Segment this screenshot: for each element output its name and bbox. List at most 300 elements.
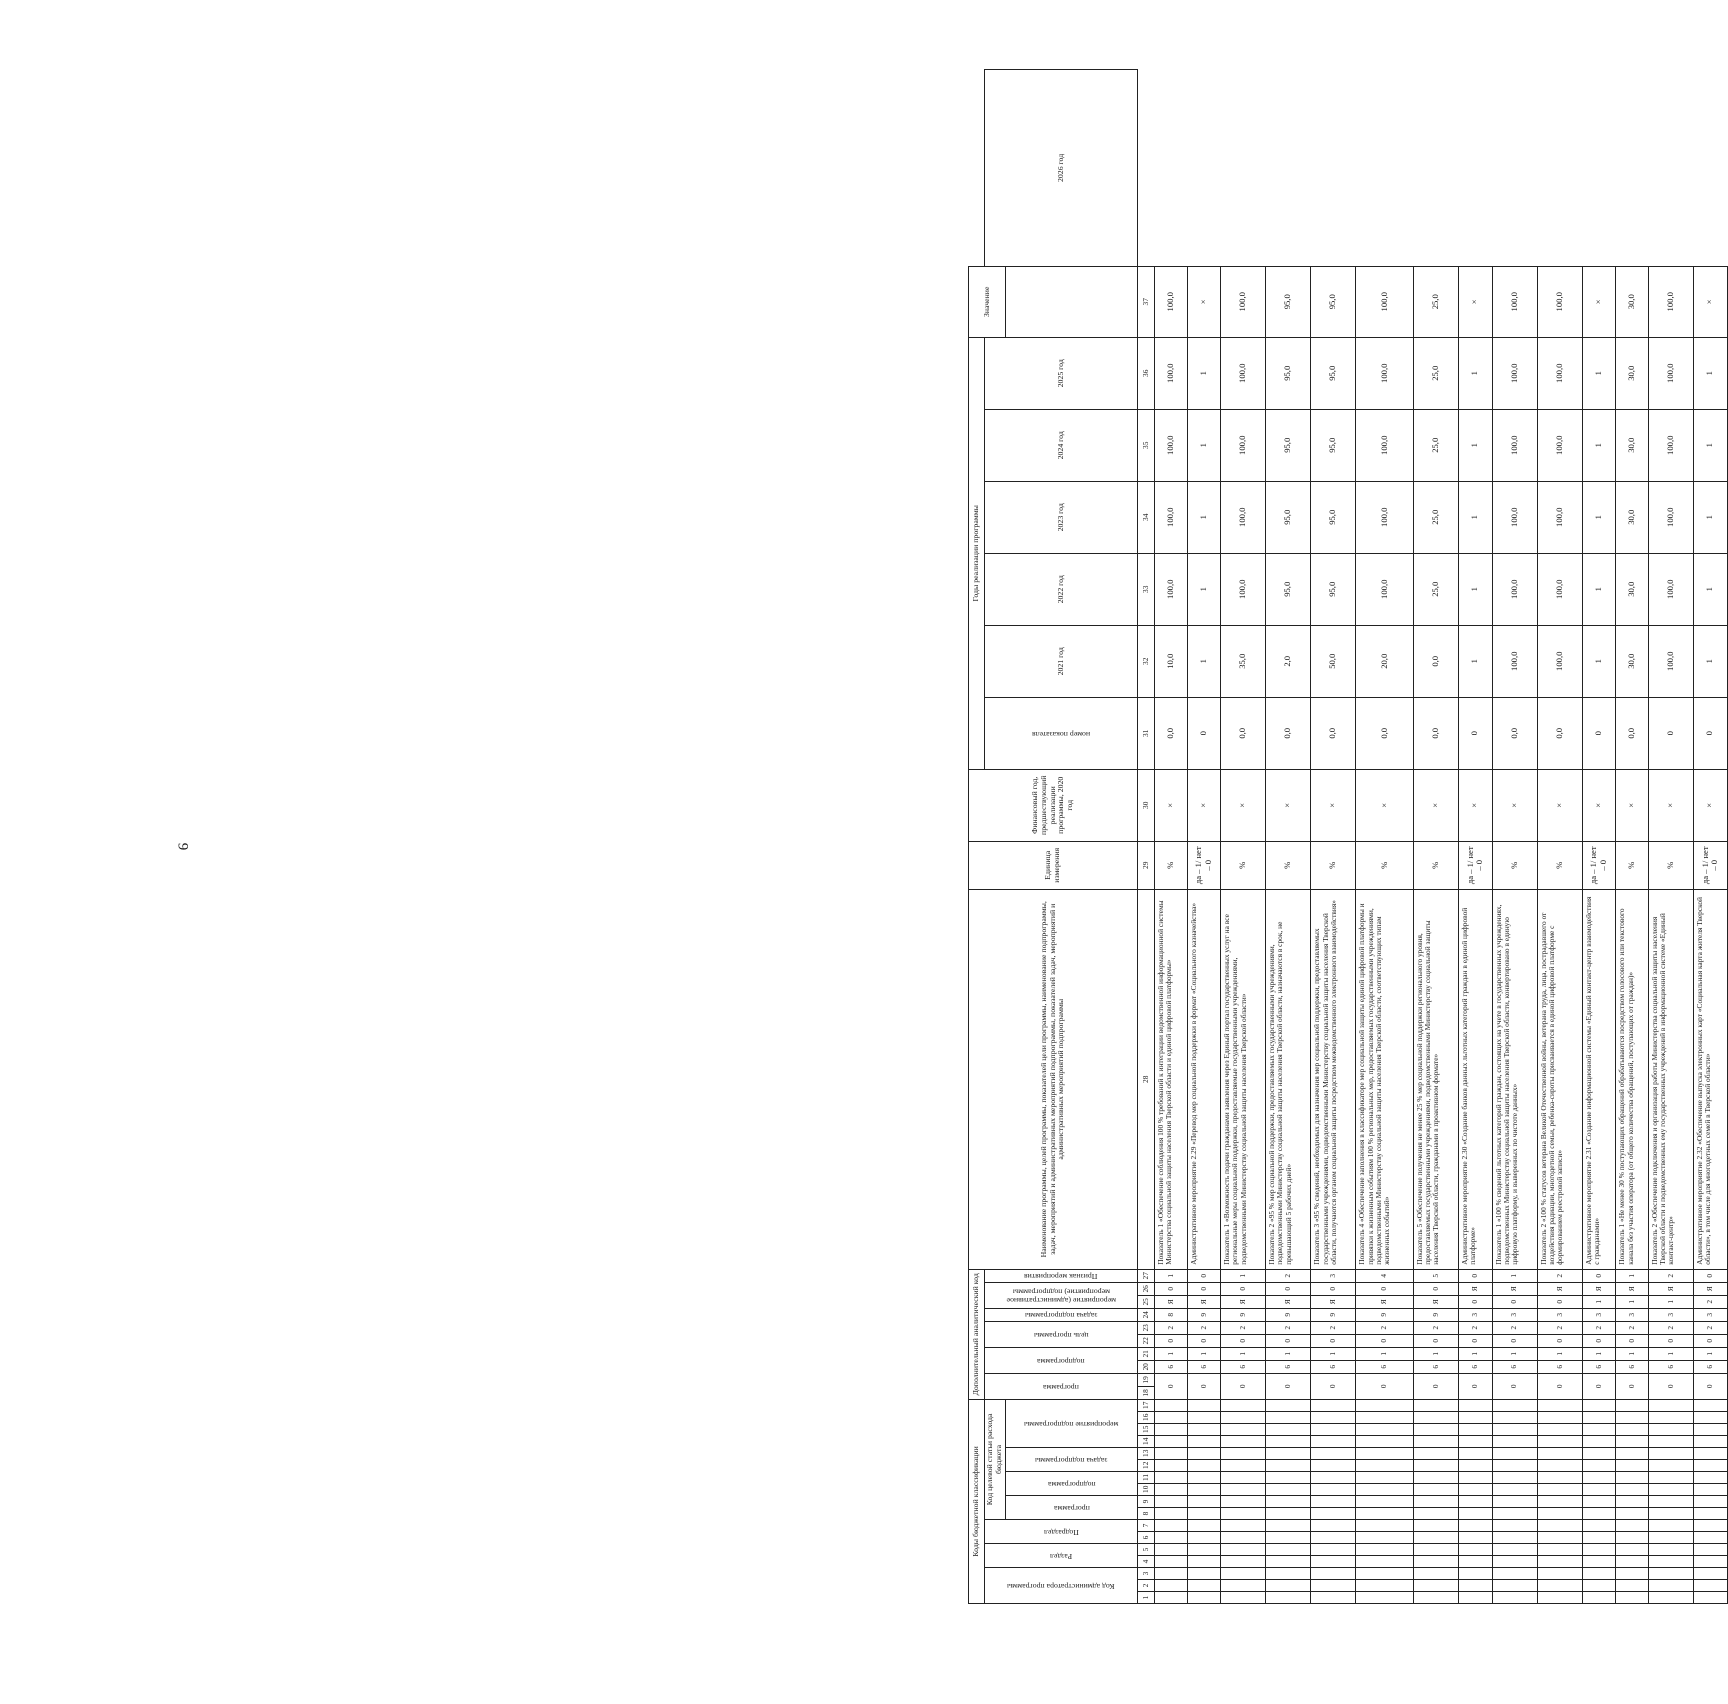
column-number: 15 bbox=[1138, 1424, 1155, 1436]
analytic-code-cell: 1 bbox=[1221, 1269, 1266, 1282]
final-value-cell: 30,0 bbox=[1616, 266, 1649, 337]
budget-code-cell bbox=[1155, 1496, 1188, 1508]
column-number: 1 bbox=[1138, 1592, 1155, 1604]
column-number: 5 bbox=[1138, 1544, 1155, 1556]
budget-code-cell bbox=[1221, 1592, 1266, 1604]
year-value-cell: 100,0 bbox=[1537, 553, 1582, 625]
budget-code-cell bbox=[1413, 1472, 1458, 1484]
final-value-cell: 95,0 bbox=[1266, 266, 1311, 337]
budget-code-cell bbox=[1582, 1424, 1616, 1436]
unit-cell: да – 1/ нет – 0 bbox=[1693, 841, 1727, 889]
budget-code-cell bbox=[1693, 1592, 1727, 1604]
analytic-code-cell: 0 bbox=[1155, 1282, 1188, 1295]
budget-code-cell bbox=[1155, 1412, 1188, 1424]
budget-code-cell bbox=[1187, 1508, 1221, 1520]
analytic-code-cell: 6 bbox=[1648, 1360, 1693, 1373]
budget-code-cell bbox=[1155, 1592, 1188, 1604]
budget-code-cell bbox=[1221, 1496, 1266, 1508]
indicator-name-cell: Показатель 2 «100 % статусов ветерана Великой Отечественной войны, ветерана труда, лица, пострадавшего от воздействия радиации, многодетной семьи, ребенка-сироты присваивается в единой цифровой платформе с формированием реестровой записи» bbox=[1537, 889, 1582, 1269]
budget-code-cell bbox=[1155, 1532, 1188, 1544]
analytic-code-cell: 6 bbox=[1458, 1360, 1492, 1373]
year-value-cell: 1 bbox=[1693, 409, 1727, 481]
year-2025-header: 2025 год bbox=[985, 337, 1138, 409]
budget-code-cell bbox=[1266, 1532, 1311, 1544]
column-number: 25 bbox=[1138, 1295, 1155, 1308]
budget-code-cell bbox=[1616, 1556, 1649, 1568]
analytic-code-cell: 2 bbox=[1155, 1321, 1188, 1334]
analytic-code-cell: 0 bbox=[1221, 1373, 1266, 1399]
year-value-cell: 100,0 bbox=[1492, 481, 1537, 553]
column-number: 24 bbox=[1138, 1308, 1155, 1321]
analytic-code-cell: 1 bbox=[1648, 1347, 1693, 1360]
budget-code-cell bbox=[1458, 1496, 1492, 1508]
column-number: 31 bbox=[1138, 697, 1155, 769]
analytic-code-cell: 0 bbox=[1616, 1373, 1649, 1399]
year-value-cell: 1 bbox=[1693, 553, 1727, 625]
analytic-code-cell: 1 bbox=[1648, 1295, 1693, 1308]
analytic-code-cell: 0 bbox=[1648, 1334, 1693, 1347]
budget-code-cell bbox=[1221, 1568, 1266, 1580]
year-value-cell: 0,0 bbox=[1616, 697, 1649, 769]
budget-code-cell bbox=[1221, 1460, 1266, 1472]
budget-code-cell bbox=[1266, 1484, 1311, 1496]
budget-code-cell bbox=[1356, 1496, 1414, 1508]
year-value-cell: 95,0 bbox=[1266, 337, 1311, 409]
budget-code-cell bbox=[1492, 1556, 1537, 1568]
column-number-row bbox=[1138, 70, 1155, 1604]
budget-code-cell bbox=[1266, 1556, 1311, 1568]
analytic-code-cell: 0 bbox=[1458, 1373, 1492, 1399]
budget-code-cell bbox=[1311, 1484, 1356, 1496]
analytic-code-cell: 6 bbox=[1537, 1360, 1582, 1373]
budget-code-cell bbox=[1187, 1544, 1221, 1556]
budget-code-cell bbox=[1311, 1532, 1356, 1544]
budget-code-cell bbox=[1187, 1520, 1221, 1532]
budget-code-cell bbox=[1582, 1460, 1616, 1472]
year-value-cell: 100,0 bbox=[1492, 337, 1537, 409]
budget-code-cell bbox=[1221, 1472, 1266, 1484]
table-row bbox=[1356, 70, 1414, 1604]
budget-code-cell bbox=[1648, 1448, 1693, 1460]
column-number: 3 bbox=[1138, 1568, 1155, 1580]
year-value-cell: 100,0 bbox=[1537, 481, 1582, 553]
event-type-header: Признак мероприятия bbox=[985, 1269, 1138, 1282]
analytic-code-cell: 6 bbox=[1266, 1360, 1311, 1373]
year-value-cell: 25,0 bbox=[1413, 337, 1458, 409]
budget-code-cell bbox=[1693, 1496, 1727, 1508]
budget-code-cell bbox=[1648, 1532, 1693, 1544]
budget-code-cell bbox=[1266, 1424, 1311, 1436]
analytic-code-cell: 3 bbox=[1648, 1308, 1693, 1321]
budget-code-cell bbox=[1311, 1472, 1356, 1484]
budget-code-cell bbox=[1458, 1460, 1492, 1472]
budget-code-cell bbox=[1648, 1399, 1693, 1411]
budget-code-cell bbox=[1616, 1412, 1649, 1424]
analytic-code-cell: 2 bbox=[1266, 1269, 1311, 1282]
analytic-code-cell: 2 bbox=[1458, 1321, 1492, 1334]
budget-code-cell bbox=[1356, 1568, 1414, 1580]
year-value-cell: 100,0 bbox=[1155, 337, 1188, 409]
budget-code-cell bbox=[1413, 1424, 1458, 1436]
analytic-code-cell: 1 bbox=[1458, 1347, 1492, 1360]
rotated-sheet bbox=[968, 69, 1723, 1604]
table-row bbox=[1693, 70, 1727, 1604]
budget-code-cell bbox=[1356, 1399, 1414, 1411]
budget-code-cell bbox=[1492, 1424, 1537, 1436]
budget-code-cell bbox=[1648, 1592, 1693, 1604]
budget-code-cell bbox=[1648, 1556, 1693, 1568]
analytic-subprogram-header: подпрограмма bbox=[985, 1347, 1138, 1373]
budget-code-cell bbox=[1492, 1544, 1537, 1556]
column-number: 35 bbox=[1138, 409, 1155, 481]
budget-code-cell bbox=[1582, 1448, 1616, 1460]
base-year-cell: × bbox=[1266, 769, 1311, 841]
column-number: 9 bbox=[1138, 1496, 1155, 1508]
budget-code-cell bbox=[1616, 1568, 1649, 1580]
budget-code-cell bbox=[1356, 1424, 1414, 1436]
analytic-code-cell: 1 bbox=[1311, 1347, 1356, 1360]
budget-code-cell bbox=[1582, 1544, 1616, 1556]
budget-code-cell bbox=[1693, 1508, 1727, 1520]
budget-code-cell bbox=[1537, 1412, 1582, 1424]
final-value-cell: 25,0 bbox=[1413, 266, 1458, 337]
budget-code-cell bbox=[1266, 1580, 1311, 1592]
budget-code-cell bbox=[1458, 1472, 1492, 1484]
budget-code-cell bbox=[1458, 1532, 1492, 1544]
budget-code-cell bbox=[1537, 1508, 1582, 1520]
analytic-code-cell: 9 bbox=[1413, 1308, 1458, 1321]
year-value-cell: 1 bbox=[1582, 409, 1616, 481]
budget-code-cell bbox=[1413, 1520, 1458, 1532]
indicator-name-cell: Показатель 5 «Обеспечение получения не менее 25 % мер социальной поддержки регионального уровня, предоставляемых государственными учреждениями, подведомственными Министерству социальной защиты населения Тверской области, гражданами в проактивном формате» bbox=[1413, 889, 1458, 1269]
year-value-cell: 1 bbox=[1458, 481, 1492, 553]
final-value-cell: 100,0 bbox=[1492, 266, 1537, 337]
budget-code-cell bbox=[1458, 1424, 1492, 1436]
column-number: 13 bbox=[1138, 1448, 1155, 1460]
budget-code-cell bbox=[1155, 1424, 1188, 1436]
analytic-code-cell: 0 bbox=[1413, 1334, 1458, 1347]
column-number: 20 bbox=[1138, 1360, 1155, 1373]
year-value-cell: 100,0 bbox=[1155, 409, 1188, 481]
budget-code-cell bbox=[1537, 1544, 1582, 1556]
year-value-cell: 0,0 bbox=[1155, 697, 1188, 769]
final-value-cell: × bbox=[1582, 266, 1616, 337]
budget-code-cell bbox=[1266, 1496, 1311, 1508]
budget-code-cell bbox=[1648, 1484, 1693, 1496]
budget-classification-header: Коды бюджетной классификации bbox=[969, 1399, 985, 1603]
analytic-goal-header: цель программы bbox=[985, 1321, 1138, 1347]
budget-code-cell bbox=[1492, 1568, 1537, 1580]
budget-code-cell bbox=[1187, 1448, 1221, 1460]
analytic-code-cell: 6 bbox=[1693, 1360, 1727, 1373]
analytic-code-cell: 1 bbox=[1693, 1347, 1727, 1360]
analytic-code-cell: Я bbox=[1648, 1282, 1693, 1295]
target-article-header: Код целевой статьи расхода бюджета bbox=[985, 1399, 1006, 1519]
budget-code-cell bbox=[1458, 1520, 1492, 1532]
analytic-code-cell: 3 bbox=[1616, 1308, 1649, 1321]
year-value-cell: 1 bbox=[1582, 553, 1616, 625]
year-value-cell: 0 bbox=[1693, 697, 1727, 769]
analytic-code-cell: 3 bbox=[1492, 1308, 1537, 1321]
budget-code-cell bbox=[1537, 1436, 1582, 1448]
budget-code-cell bbox=[1458, 1412, 1492, 1424]
budget-code-cell bbox=[1413, 1592, 1458, 1604]
budget-code-cell bbox=[1648, 1496, 1693, 1508]
budget-code-cell bbox=[1221, 1532, 1266, 1544]
analytic-code-cell: 0 bbox=[1492, 1295, 1537, 1308]
admin-code-header: Код администратора программы bbox=[985, 1568, 1138, 1604]
budget-code-cell bbox=[1492, 1436, 1537, 1448]
year-value-cell: 30,0 bbox=[1616, 409, 1649, 481]
analytic-code-cell: 0 bbox=[1155, 1334, 1188, 1347]
column-number: 37 bbox=[1138, 266, 1155, 337]
analytic-code-cell: 0 bbox=[1187, 1282, 1221, 1295]
year-value-cell: 0,0 bbox=[1311, 697, 1356, 769]
budget-code-cell bbox=[1187, 1568, 1221, 1580]
budget-code-cell bbox=[1356, 1580, 1414, 1592]
final-value-cell: 100,0 bbox=[1221, 266, 1266, 337]
indicator-name-cell: Административное мероприятие 2.30 «Создание банков данных льготных категорий граждан в единой цифровой платформе» bbox=[1458, 889, 1492, 1269]
year-value-cell: 95,0 bbox=[1266, 409, 1311, 481]
year-value-cell: 1 bbox=[1582, 625, 1616, 697]
budget-code-cell bbox=[1311, 1436, 1356, 1448]
budget-code-cell bbox=[1155, 1556, 1188, 1568]
year-value-cell: 100,0 bbox=[1537, 409, 1582, 481]
year-value-cell: 0,0 bbox=[1537, 697, 1582, 769]
page-number: 9 bbox=[174, 842, 191, 851]
analytic-code-cell: 0 bbox=[1221, 1334, 1266, 1347]
analytic-code-cell: 6 bbox=[1356, 1360, 1414, 1373]
budget-code-cell bbox=[1413, 1508, 1458, 1520]
budget-code-cell bbox=[1648, 1520, 1693, 1532]
analytic-code-cell: 0 bbox=[1616, 1334, 1649, 1347]
budget-code-cell bbox=[1537, 1496, 1582, 1508]
budget-code-cell bbox=[1356, 1472, 1414, 1484]
base-year-cell: × bbox=[1492, 769, 1537, 841]
budget-code-cell bbox=[1266, 1568, 1311, 1580]
analytic-code-cell: Я bbox=[1266, 1295, 1311, 1308]
unit-cell: % bbox=[1356, 841, 1414, 889]
year-value-cell: 25,0 bbox=[1413, 481, 1458, 553]
analytic-code-cell: 6 bbox=[1311, 1360, 1356, 1373]
analytic-code-cell: Я bbox=[1221, 1295, 1266, 1308]
analytic-code-cell: 0 bbox=[1458, 1295, 1492, 1308]
budget-code-cell bbox=[1311, 1556, 1356, 1568]
column-number: 27 bbox=[1138, 1269, 1155, 1282]
year-value-cell: 100,0 bbox=[1492, 553, 1537, 625]
column-number: 16 bbox=[1138, 1412, 1155, 1424]
budget-code-cell bbox=[1693, 1436, 1727, 1448]
analytic-event-header: мероприятие (административное мероприятие) подпрограммы bbox=[985, 1282, 1138, 1308]
budget-code-cell bbox=[1266, 1544, 1311, 1556]
column-number: 30 bbox=[1138, 769, 1155, 841]
budget-code-cell bbox=[1356, 1448, 1414, 1460]
table-row bbox=[1582, 70, 1616, 1604]
budget-code-cell bbox=[1582, 1496, 1616, 1508]
analytic-code-cell: 4 bbox=[1356, 1269, 1414, 1282]
unit-cell: % bbox=[1616, 841, 1649, 889]
budget-code-cell bbox=[1616, 1448, 1649, 1460]
year-value-cell: 95,0 bbox=[1311, 481, 1356, 553]
budget-code-cell bbox=[1187, 1472, 1221, 1484]
year-value-cell: 0,0 bbox=[1221, 697, 1266, 769]
year-value-cell: 100,0 bbox=[1155, 553, 1188, 625]
budget-code-cell bbox=[1616, 1520, 1649, 1532]
budget-code-cell bbox=[1356, 1592, 1414, 1604]
analytic-code-cell: 0 bbox=[1311, 1334, 1356, 1347]
budget-code-cell bbox=[1155, 1520, 1188, 1532]
column-number: 28 bbox=[1138, 889, 1155, 1269]
analytic-code-cell: 6 bbox=[1616, 1360, 1649, 1373]
unit-cell: % bbox=[1266, 841, 1311, 889]
analytic-code-cell: 9 bbox=[1187, 1308, 1221, 1321]
analytic-code-cell: 9 bbox=[1356, 1308, 1414, 1321]
analytic-code-cell: 2 bbox=[1582, 1321, 1616, 1334]
budget-code-cell bbox=[1458, 1484, 1492, 1496]
budget-code-cell bbox=[1221, 1424, 1266, 1436]
budget-code-cell bbox=[1492, 1520, 1537, 1532]
year-value-cell: 35,0 bbox=[1221, 625, 1266, 697]
year-value-cell: 100,0 bbox=[1221, 481, 1266, 553]
analytic-code-cell: 0 bbox=[1356, 1373, 1414, 1399]
column-number: 21 bbox=[1138, 1347, 1155, 1360]
unit-cell: % bbox=[1221, 841, 1266, 889]
budget-code-cell bbox=[1356, 1520, 1414, 1532]
budget-code-cell bbox=[1582, 1399, 1616, 1411]
budget-code-cell bbox=[1413, 1448, 1458, 1460]
indicator-name-cell: Административное мероприятие 2.31 «Создание информационной системы «Единый контакт-центр взаимодействия с гражданами» bbox=[1582, 889, 1616, 1269]
analytic-program-header: программа bbox=[985, 1373, 1138, 1399]
budget-code-cell bbox=[1582, 1580, 1616, 1592]
analytic-code-cell: 0 bbox=[1356, 1334, 1414, 1347]
analytic-code-cell: 5 bbox=[1413, 1269, 1458, 1282]
column-number: 26 bbox=[1138, 1282, 1155, 1295]
column-number: 2 bbox=[1138, 1580, 1155, 1592]
indicator-name-cell: Показатель 4 «Обеспечение заполнения в классификаторе мер социальной защиты единой цифровой платформы и привязки к жизненным событиям 100 % региональных мер, предоставляемых государственными учреждениями, подведомственными Министерству социальной защиты населения Тверской области, соответствующих типам жизненных событий» bbox=[1356, 889, 1414, 1269]
budget-code-cell bbox=[1492, 1580, 1537, 1592]
year-value-cell: 0,0 bbox=[1266, 697, 1311, 769]
budget-code-cell bbox=[1693, 1399, 1727, 1411]
budget-code-cell bbox=[1311, 1496, 1356, 1508]
final-value-cell: 100,0 bbox=[1155, 266, 1188, 337]
budget-code-cell bbox=[1266, 1520, 1311, 1532]
budget-code-cell bbox=[1187, 1424, 1221, 1436]
analytic-code-cell: Я bbox=[1537, 1282, 1582, 1295]
budget-code-cell bbox=[1413, 1436, 1458, 1448]
program-indicators-table bbox=[968, 69, 1728, 1604]
analytic-code-cell: 0 bbox=[1311, 1373, 1356, 1399]
budget-code-cell bbox=[1155, 1460, 1188, 1472]
table-row bbox=[1155, 70, 1188, 1604]
year-value-cell: 95,0 bbox=[1266, 553, 1311, 625]
year-value-cell: 1 bbox=[1187, 409, 1221, 481]
analytic-code-cell: 0 bbox=[1582, 1334, 1616, 1347]
name-column-header: Наименование программы, целей программы, показателей цели программы, наименование подпрограммы, задач, мероприятий и административных мероприятий подпрограммы, показателей задач, мероприятий и административных мероприятий подпрограммы bbox=[969, 889, 1138, 1269]
budget-code-cell bbox=[1458, 1556, 1492, 1568]
budget-code-cell bbox=[1537, 1472, 1582, 1484]
unit-cell: % bbox=[1492, 841, 1537, 889]
analytic-code-cell: 1 bbox=[1582, 1295, 1616, 1308]
analytic-code-cell: 0 bbox=[1693, 1373, 1727, 1399]
analytic-code-cell: Я bbox=[1155, 1295, 1188, 1308]
budget-code-cell bbox=[1693, 1556, 1727, 1568]
budget-code-cell bbox=[1537, 1448, 1582, 1460]
indicator-name-cell: Показатель 1 «Возможность подачи гражданами заявления через Единый портал государственных услуг на все региональные меры социальной поддержки, предоставляемые государственными учреждениями, подведомственными Министерству социальной защиты населения Тверской области» bbox=[1221, 889, 1266, 1269]
analytic-code-cell: 0 bbox=[1582, 1373, 1616, 1399]
column-number: 6 bbox=[1138, 1532, 1155, 1544]
budget-code-cell bbox=[1648, 1424, 1693, 1436]
analytic-code-cell: 1 bbox=[1582, 1347, 1616, 1360]
column-number: 33 bbox=[1138, 553, 1155, 625]
budget-code-cell bbox=[1492, 1592, 1537, 1604]
year-2023-header: 2023 год bbox=[985, 481, 1138, 553]
budget-code-cell bbox=[1413, 1556, 1458, 1568]
subsection-header: Подраздел bbox=[985, 1520, 1138, 1544]
analytic-code-cell: 1 bbox=[1616, 1347, 1649, 1360]
budget-code-cell bbox=[1356, 1412, 1414, 1424]
table-row bbox=[1458, 70, 1492, 1604]
year-value-cell: 100,0 bbox=[1648, 481, 1693, 553]
final-value-cell: 100,0 bbox=[1356, 266, 1414, 337]
final-value-cell: × bbox=[1693, 266, 1727, 337]
year-value-cell: 1 bbox=[1187, 337, 1221, 409]
budget-code-cell bbox=[1311, 1520, 1356, 1532]
budget-code-cell bbox=[1221, 1448, 1266, 1460]
analytic-code-cell: Я bbox=[1413, 1295, 1458, 1308]
year-value-cell: 1 bbox=[1693, 337, 1727, 409]
analytic-code-header: Дополнительный аналитический код bbox=[969, 1269, 985, 1399]
analytic-code-cell: 0 bbox=[1413, 1282, 1458, 1295]
analytic-code-cell: 1 bbox=[1616, 1269, 1649, 1282]
budget-code-cell bbox=[1693, 1568, 1727, 1580]
budget-code-cell bbox=[1413, 1484, 1458, 1496]
budget-code-cell bbox=[1582, 1520, 1616, 1532]
budget-code-cell bbox=[1616, 1399, 1649, 1411]
year-value-cell: 1 bbox=[1582, 337, 1616, 409]
table-row bbox=[1413, 70, 1458, 1604]
budget-code-cell bbox=[1458, 1436, 1492, 1448]
budget-code-cell bbox=[1582, 1568, 1616, 1580]
budget-code-cell bbox=[1582, 1592, 1616, 1604]
budget-code-cell bbox=[1187, 1460, 1221, 1472]
budget-code-cell bbox=[1582, 1556, 1616, 1568]
budget-code-cell bbox=[1221, 1520, 1266, 1532]
budget-code-cell bbox=[1311, 1412, 1356, 1424]
unit-cell: % bbox=[1537, 841, 1582, 889]
analytic-code-cell: 0 bbox=[1537, 1373, 1582, 1399]
budget-code-cell bbox=[1492, 1460, 1537, 1472]
year-value-cell: 100,0 bbox=[1492, 625, 1537, 697]
budget-code-cell bbox=[1155, 1568, 1188, 1580]
final-value-subheader bbox=[1006, 266, 1138, 337]
year-value-cell: 100,0 bbox=[1492, 409, 1537, 481]
year-value-cell: 100,0 bbox=[1155, 481, 1188, 553]
analytic-code-cell: 2 bbox=[1311, 1321, 1356, 1334]
budget-code-cell bbox=[1616, 1424, 1649, 1436]
tsr-event-header: мероприятие подпрограммы bbox=[1006, 1399, 1138, 1447]
analytic-code-cell: 3 bbox=[1582, 1308, 1616, 1321]
budget-code-cell bbox=[1582, 1508, 1616, 1520]
year-value-cell: 1 bbox=[1458, 625, 1492, 697]
analytic-code-cell: 0 bbox=[1187, 1269, 1221, 1282]
budget-code-cell bbox=[1693, 1460, 1727, 1472]
analytic-code-cell: 0 bbox=[1266, 1334, 1311, 1347]
unit-cell: % bbox=[1155, 841, 1188, 889]
tsr-task-header: задача подпрограммы bbox=[1006, 1448, 1138, 1472]
analytic-code-cell: Я bbox=[1356, 1295, 1414, 1308]
year-value-cell: 100,0 bbox=[1648, 625, 1693, 697]
budget-code-cell bbox=[1356, 1484, 1414, 1496]
